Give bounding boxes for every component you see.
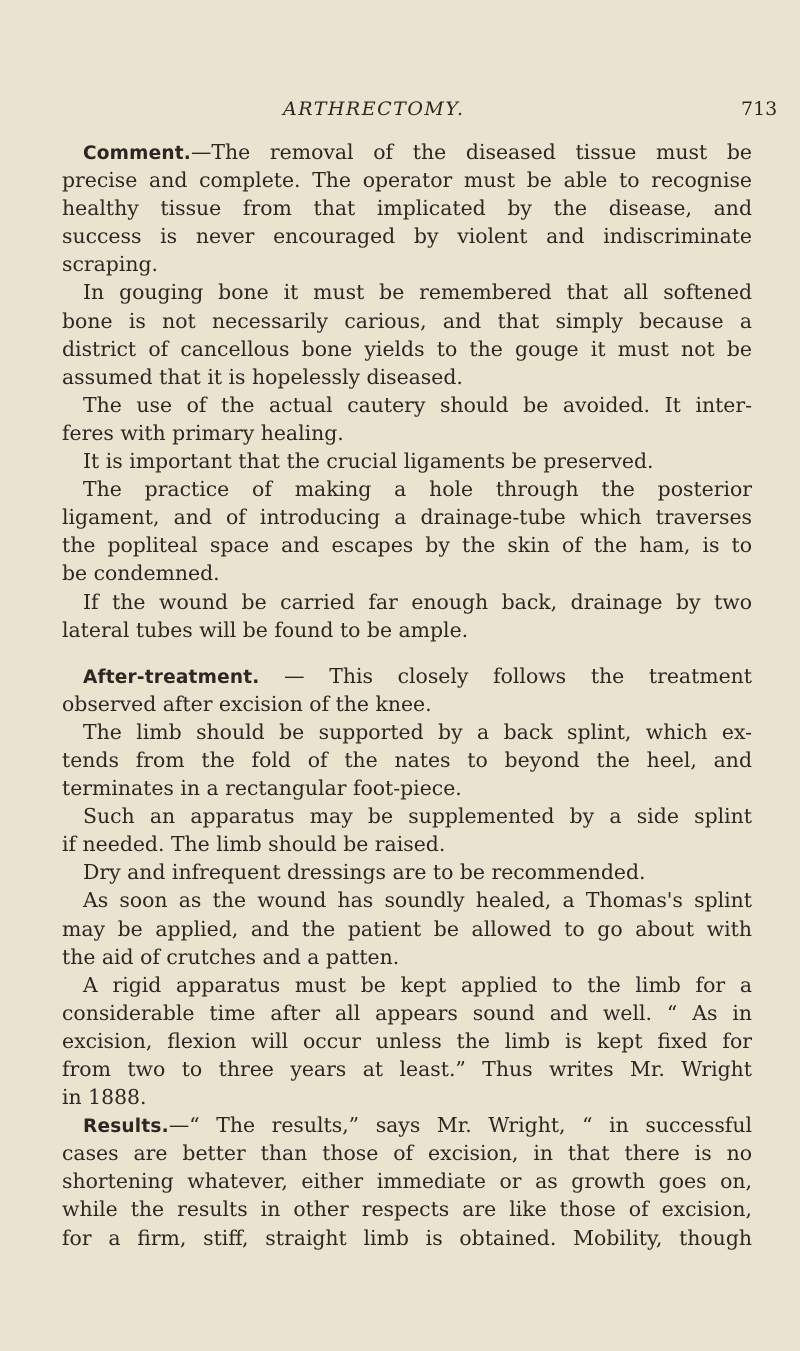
line-text: while the results in other respects are like those of excision,: [62, 1197, 752, 1222]
text-line: [62, 1111, 752, 1139]
text-line: [62, 943, 752, 971]
paragraph-gap: [62, 644, 752, 662]
line-text: If the wound be carried far enough back, drainage by two: [83, 589, 752, 614]
text-line: [62, 363, 752, 391]
line-text: ligament, and of introducing a drainage-tube which traverses: [62, 505, 752, 530]
line-text: success is never encouraged by violent and indiscriminate: [62, 224, 752, 249]
text-line: [62, 559, 752, 587]
text-line: [62, 419, 752, 447]
page-number: 713: [741, 98, 778, 120]
running-title: ARTHRECTOMY.: [283, 98, 465, 120]
line-text: It is important that the crucial ligaments be preserved.: [83, 449, 654, 474]
line-text: healthy tissue from that implicated by the disease, and: [62, 196, 752, 221]
line-text: the popliteal space and escapes by the skin of the ham, is to: [62, 533, 752, 558]
line-text: excision, flexion will occur unless the limb is kept fixed for: [62, 1028, 752, 1053]
text-line: [62, 307, 752, 335]
line-text: The use of the actual cautery should be avoided. It inter-: [83, 392, 752, 417]
text-line: [62, 391, 752, 419]
line-text: the aid of crutches and a patten.: [62, 944, 400, 969]
line-text: A rigid apparatus must be kept applied to the limb for a: [83, 972, 752, 997]
text-line: [62, 447, 752, 475]
line-text: Dry and infrequent dressings are to be recommended.: [83, 860, 646, 885]
text-line: [62, 1167, 752, 1195]
text-line: [62, 616, 752, 644]
text-line: [62, 886, 752, 914]
text-line: [62, 1083, 752, 1111]
line-text: if needed. The limb should be raised.: [62, 832, 446, 857]
text-line: [62, 588, 752, 616]
line-text: may be applied, and the patient be allowed to go about with: [62, 916, 752, 941]
text-line: [62, 746, 752, 774]
section-heading: Results.: [83, 1116, 169, 1138]
line-text: for a firm, stiff, straight limb is obtained. Mobility, though: [62, 1225, 752, 1250]
running-head: [0, 98, 800, 128]
text-line: [62, 531, 752, 559]
text-line: [62, 222, 752, 250]
line-text: feres with primary healing.: [62, 420, 344, 445]
line-text: from two to three years at least.” Thus writes Mr. Wright: [62, 1057, 752, 1081]
text-line: [62, 1224, 752, 1252]
body-text: [62, 138, 752, 1252]
line-text: —“ The results,” says Mr. Wright, “ in successful: [168, 1113, 752, 1138]
text-line: [62, 335, 752, 363]
text-line: [62, 503, 752, 531]
line-text: cases are better than those of excision, in that there is no: [62, 1141, 752, 1166]
text-line: [62, 166, 752, 194]
text-line: [62, 830, 752, 858]
line-text: shortening whatever, either immediate or as growth goes on,: [62, 1169, 752, 1194]
line-text: As soon as the wound has soundly healed, a Thomas's splint: [83, 888, 752, 913]
text-line: [62, 999, 752, 1027]
line-text: bone is not necessarily carious, and that simply because a: [62, 308, 752, 333]
line-text: Such an apparatus may be supplemented by a side splint: [83, 804, 752, 829]
text-line: [62, 1055, 752, 1083]
line-text: tends from the fold of the nates to beyond the heel, and: [62, 747, 752, 772]
section-heading: After-treatment.: [83, 666, 260, 688]
text-line: [62, 1139, 752, 1167]
line-text: observed after excision of the knee.: [62, 691, 432, 716]
text-line: [62, 858, 752, 886]
text-line: [62, 278, 752, 306]
text-line: [62, 802, 752, 830]
text-line: [62, 915, 752, 943]
line-text: be condemned.: [62, 561, 220, 586]
text-line: [62, 718, 752, 746]
text-line: [62, 690, 752, 718]
line-text: The practice of making a hole through the posterior: [83, 477, 752, 502]
text-line: [62, 1027, 752, 1055]
section-heading: Comment.: [83, 143, 192, 164]
text-line: [62, 662, 752, 690]
text-line: [62, 194, 752, 222]
line-text: In gouging bone it must be remembered that all softened: [83, 280, 752, 305]
line-text: scraping.: [62, 252, 159, 277]
text-line: [62, 971, 752, 999]
text-line: [62, 138, 752, 166]
line-text: The limb should be supported by a back splint, which ex-: [83, 719, 752, 744]
line-text: precise and complete. The operator must be able to recognise: [62, 168, 752, 193]
text-line: [62, 774, 752, 802]
line-text: assumed that it is hopelessly diseased.: [62, 364, 463, 389]
line-text: considerable time after all appears sound and well. “ As in: [62, 1000, 752, 1025]
line-text: terminates in a rectangular foot-piece.: [62, 776, 462, 801]
line-text: —The removal of the diseased tissue must be: [191, 140, 752, 164]
line-text: in 1888.: [62, 1085, 147, 1110]
line-text: — This closely follows the treatment: [259, 663, 752, 688]
text-line: [62, 250, 752, 278]
text-line: [62, 1195, 752, 1223]
text-line: [62, 475, 752, 503]
line-text: lateral tubes will be found to be ample.: [62, 617, 469, 642]
line-text: district of cancellous bone yields to the gouge it must not be: [62, 336, 752, 361]
